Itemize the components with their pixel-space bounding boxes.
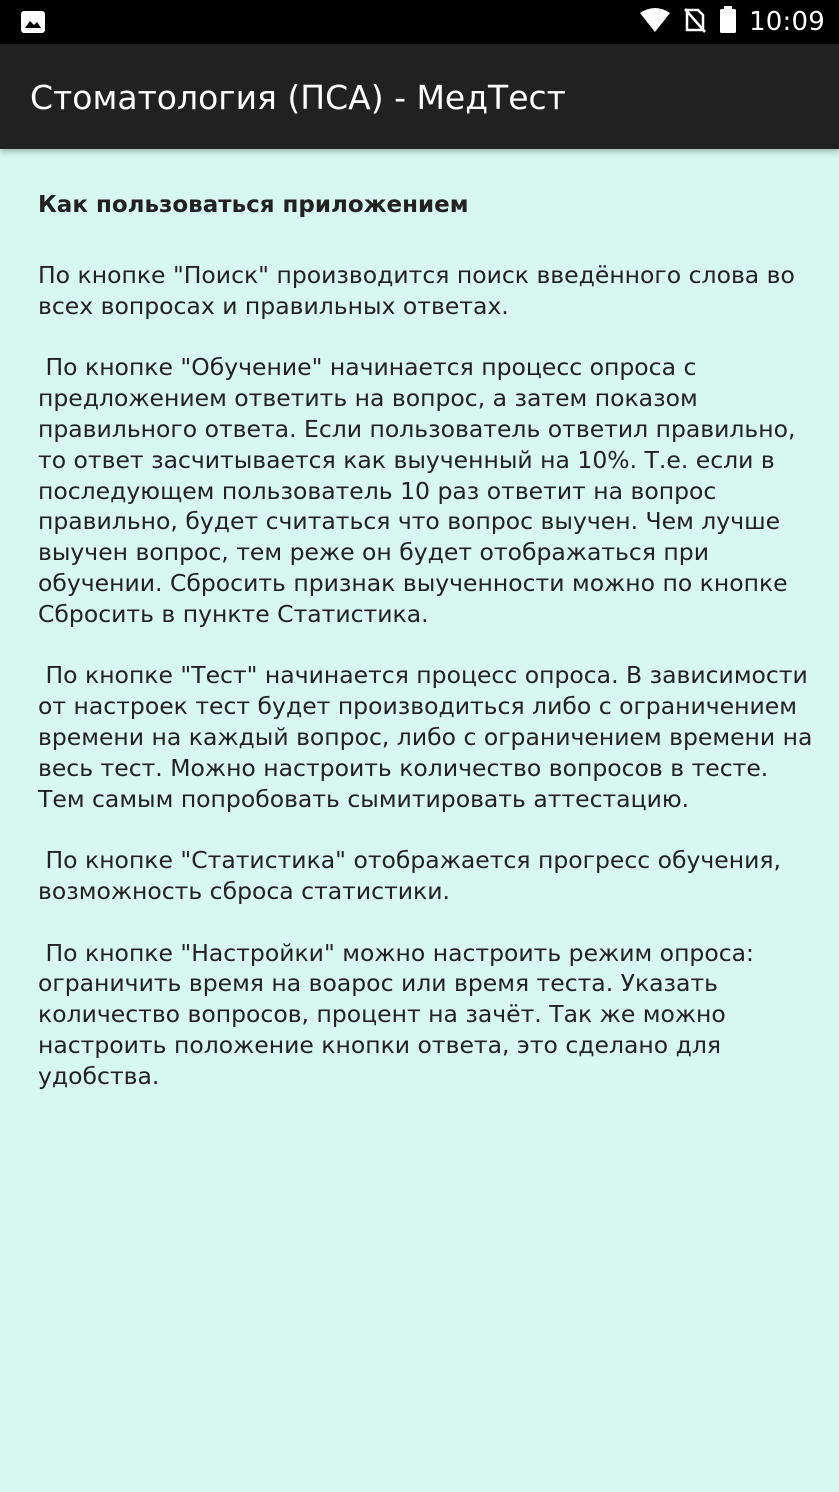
help-heading: Как пользоваться приложением [38, 192, 469, 218]
wifi-icon [639, 7, 671, 37]
app-title: Стоматология (ПСА) - МедТест [30, 78, 566, 117]
help-paragraph-settings: По кнопке "Настройки" можно настроить режим опроса: ограничить время на воарос или время теста. Указать количество вопросов, процент на зачёт. Так же можно настроить положение кнопки ответа, это сделано для удобства. [38, 938, 762, 1090]
help-paragraph-statistics: По кнопке "Статистика" отображается прогресс обучения, возможность сброса статистики. [38, 846, 789, 905]
help-content [38, 186, 820, 1122]
help-paragraph-search: По кнопке "Поиск" производится поиск введённого слова во всех вопросах и правильных ответах. [38, 261, 803, 320]
app-bar [0, 44, 839, 149]
status-icons [639, 0, 825, 44]
help-paragraph-training: По кнопке "Обучение" начинается процесс опроса с предложением ответить на вопрос, а затем показом правильного ответа. Если пользователь ответил правильно, то ответ засчитывается как выученный на 10%. Т.е. если в последующем пользователь 10 раз ответит на вопрос правильно, будет считаться что вопрос выучен. Чем лучше выучен вопрос, тем реже он будет отображаться при обучении. Сбросить признак выученности можно по кнопке Сбросить в пункте Статистика. [38, 353, 803, 628]
status-time: 10:09 [749, 7, 825, 37]
status-bar [0, 0, 839, 44]
help-paragraph-test: По кнопке "Тест" начинается процесс опроса. В зависимости от настроек тест будет производиться либо с ограничением времени на каждый вопрос, либо с ограничением времени на весь тест. Можно настроить количество вопросов в тесте. Тем самым попробовать сымитировать аттестацию. [38, 661, 820, 813]
image-notification-icon [20, 10, 46, 34]
battery-icon [719, 6, 737, 38]
no-sim-icon [683, 7, 707, 37]
